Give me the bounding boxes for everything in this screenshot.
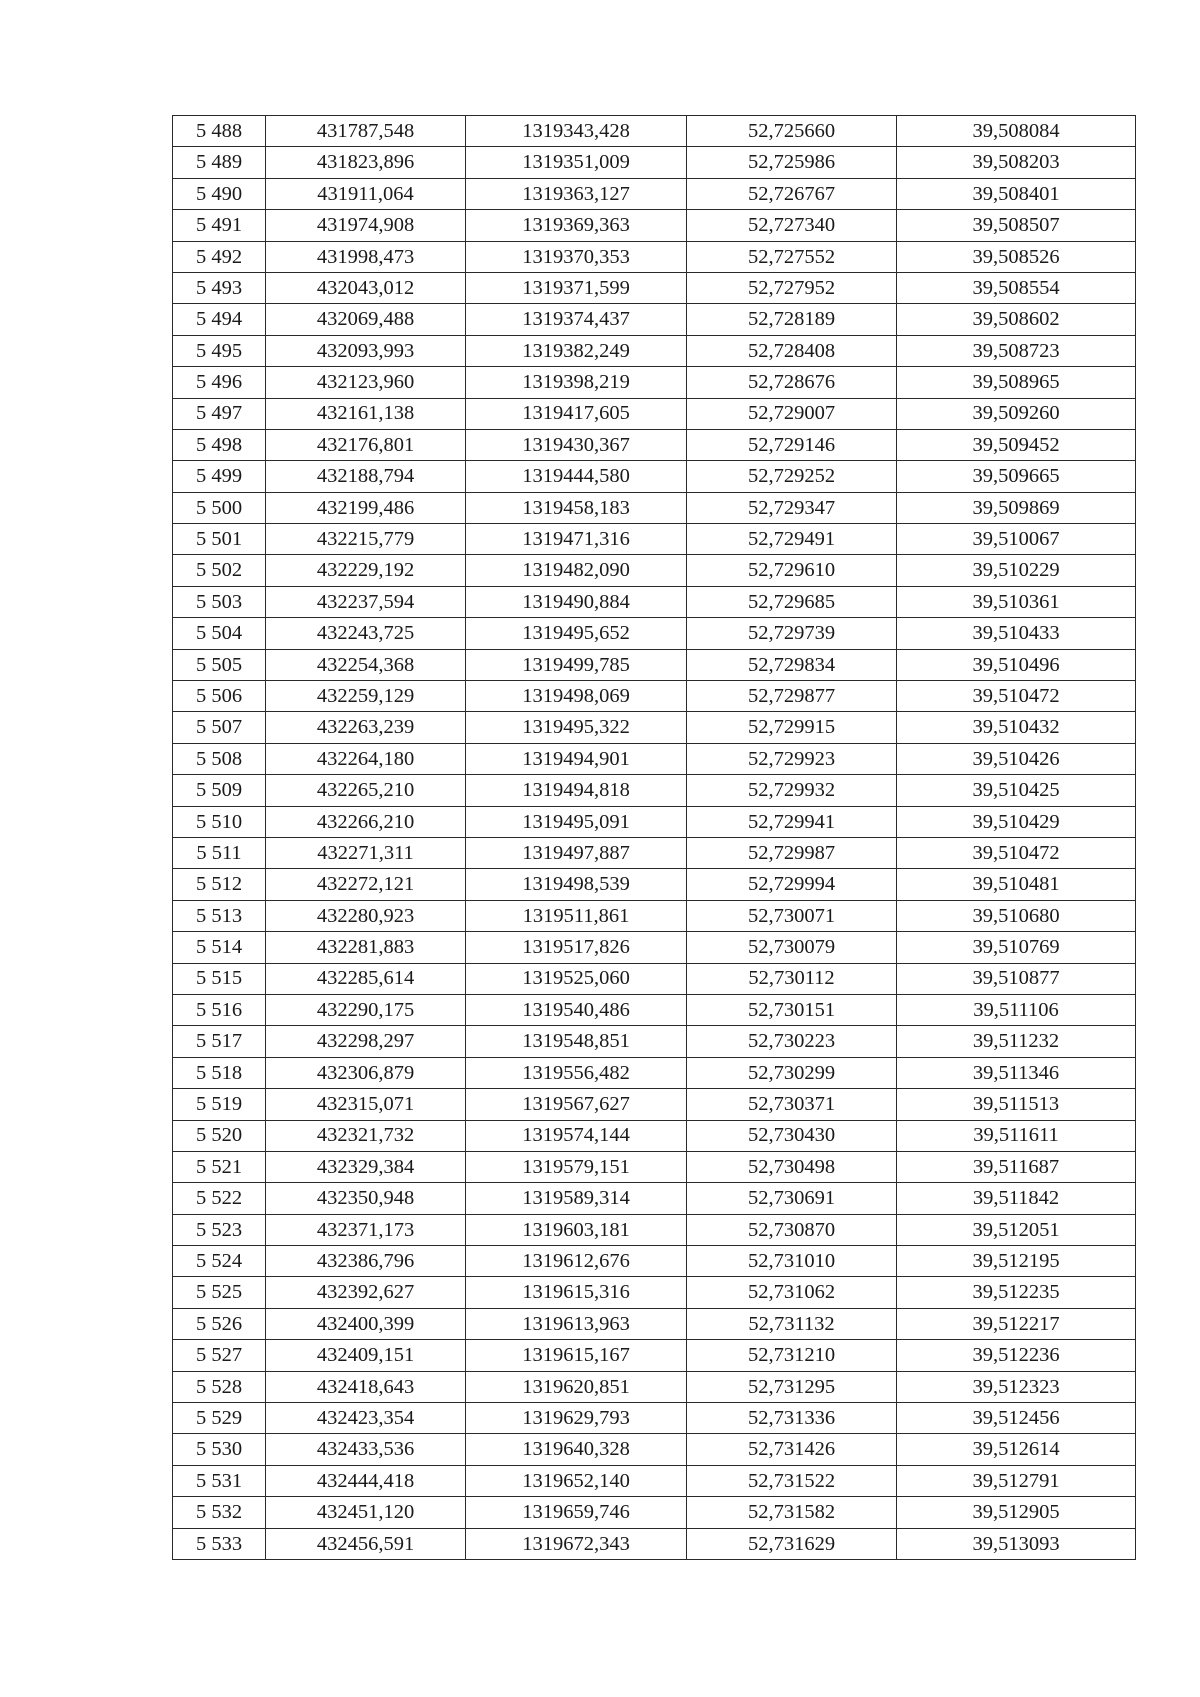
- longitude-cell: 39,512236: [897, 1340, 1136, 1371]
- point-number-cell: 5 533: [173, 1528, 266, 1559]
- y-coordinate-cell: 1319398,219: [466, 367, 687, 398]
- point-number-cell: 5 494: [173, 304, 266, 335]
- latitude-cell: 52,729685: [687, 586, 897, 617]
- x-coordinate-cell: 432386,796: [266, 1246, 466, 1277]
- point-number-cell: 5 509: [173, 775, 266, 806]
- x-coordinate-cell: 432176,801: [266, 429, 466, 460]
- point-number-cell: 5 500: [173, 492, 266, 523]
- y-coordinate-cell: 1319499,785: [466, 649, 687, 680]
- longitude-cell: 39,512195: [897, 1246, 1136, 1277]
- longitude-cell: 39,511232: [897, 1026, 1136, 1057]
- y-coordinate-cell: 1319589,314: [466, 1183, 687, 1214]
- table-row: [173, 837, 1136, 868]
- longitude-cell: 39,510425: [897, 775, 1136, 806]
- table-row: [173, 1403, 1136, 1434]
- x-coordinate-cell: 432263,239: [266, 712, 466, 743]
- y-coordinate-cell: 1319640,328: [466, 1434, 687, 1465]
- latitude-cell: 52,731582: [687, 1497, 897, 1528]
- longitude-cell: 39,511842: [897, 1183, 1136, 1214]
- point-number-cell: 5 489: [173, 147, 266, 178]
- x-coordinate-cell: 432161,138: [266, 398, 466, 429]
- coordinates-table-body: [173, 116, 1136, 1560]
- point-number-cell: 5 522: [173, 1183, 266, 1214]
- longitude-cell: 39,511611: [897, 1120, 1136, 1151]
- point-number-cell: 5 505: [173, 649, 266, 680]
- x-coordinate-cell: 432418,643: [266, 1371, 466, 1402]
- x-coordinate-cell: 432290,175: [266, 994, 466, 1025]
- y-coordinate-cell: 1319672,343: [466, 1528, 687, 1559]
- table-row: [173, 429, 1136, 460]
- latitude-cell: 52,730071: [687, 900, 897, 931]
- longitude-cell: 39,511106: [897, 994, 1136, 1025]
- latitude-cell: 52,727552: [687, 241, 897, 272]
- x-coordinate-cell: 432265,210: [266, 775, 466, 806]
- x-coordinate-cell: 432043,012: [266, 272, 466, 303]
- point-number-cell: 5 527: [173, 1340, 266, 1371]
- longitude-cell: 39,512051: [897, 1214, 1136, 1245]
- longitude-cell: 39,510361: [897, 586, 1136, 617]
- latitude-cell: 52,729610: [687, 555, 897, 586]
- point-number-cell: 5 512: [173, 869, 266, 900]
- y-coordinate-cell: 1319370,353: [466, 241, 687, 272]
- x-coordinate-cell: 432272,121: [266, 869, 466, 900]
- y-coordinate-cell: 1319444,580: [466, 461, 687, 492]
- point-number-cell: 5 488: [173, 116, 266, 147]
- point-number-cell: 5 530: [173, 1434, 266, 1465]
- longitude-cell: 39,510432: [897, 712, 1136, 743]
- x-coordinate-cell: 432280,923: [266, 900, 466, 931]
- table-row: [173, 743, 1136, 774]
- y-coordinate-cell: 1319612,676: [466, 1246, 687, 1277]
- latitude-cell: 52,731522: [687, 1465, 897, 1496]
- x-coordinate-cell: 432444,418: [266, 1465, 466, 1496]
- y-coordinate-cell: 1319613,963: [466, 1308, 687, 1339]
- longitude-cell: 39,508602: [897, 304, 1136, 335]
- point-number-cell: 5 502: [173, 555, 266, 586]
- x-coordinate-cell: 432271,311: [266, 837, 466, 868]
- point-number-cell: 5 528: [173, 1371, 266, 1402]
- latitude-cell: 52,729941: [687, 806, 897, 837]
- longitude-cell: 39,509665: [897, 461, 1136, 492]
- table-row: [173, 367, 1136, 398]
- x-coordinate-cell: 432093,993: [266, 335, 466, 366]
- table-row: [173, 900, 1136, 931]
- table-row: [173, 1057, 1136, 1088]
- x-coordinate-cell: 432371,173: [266, 1214, 466, 1245]
- x-coordinate-cell: 432281,883: [266, 932, 466, 963]
- latitude-cell: 52,729491: [687, 524, 897, 555]
- longitude-cell: 39,508401: [897, 178, 1136, 209]
- point-number-cell: 5 498: [173, 429, 266, 460]
- latitude-cell: 52,729834: [687, 649, 897, 680]
- x-coordinate-cell: 432433,536: [266, 1434, 466, 1465]
- y-coordinate-cell: 1319494,901: [466, 743, 687, 774]
- x-coordinate-cell: 432069,488: [266, 304, 466, 335]
- latitude-cell: 52,728676: [687, 367, 897, 398]
- y-coordinate-cell: 1319525,060: [466, 963, 687, 994]
- longitude-cell: 39,508723: [897, 335, 1136, 366]
- y-coordinate-cell: 1319517,826: [466, 932, 687, 963]
- point-number-cell: 5 521: [173, 1151, 266, 1182]
- x-coordinate-cell: 432254,368: [266, 649, 466, 680]
- x-coordinate-cell: 432321,732: [266, 1120, 466, 1151]
- longitude-cell: 39,510433: [897, 618, 1136, 649]
- point-number-cell: 5 524: [173, 1246, 266, 1277]
- table-row: [173, 335, 1136, 366]
- latitude-cell: 52,731295: [687, 1371, 897, 1402]
- point-number-cell: 5 507: [173, 712, 266, 743]
- table-row: [173, 492, 1136, 523]
- y-coordinate-cell: 1319363,127: [466, 178, 687, 209]
- y-coordinate-cell: 1319369,363: [466, 210, 687, 241]
- longitude-cell: 39,508526: [897, 241, 1136, 272]
- latitude-cell: 52,730430: [687, 1120, 897, 1151]
- longitude-cell: 39,510426: [897, 743, 1136, 774]
- latitude-cell: 52,730223: [687, 1026, 897, 1057]
- longitude-cell: 39,509869: [897, 492, 1136, 523]
- table-row: [173, 1434, 1136, 1465]
- table-row: [173, 1371, 1136, 1402]
- point-number-cell: 5 491: [173, 210, 266, 241]
- latitude-cell: 52,730151: [687, 994, 897, 1025]
- x-coordinate-cell: 432350,948: [266, 1183, 466, 1214]
- x-coordinate-cell: 432285,614: [266, 963, 466, 994]
- table-row: [173, 806, 1136, 837]
- table-row: [173, 1340, 1136, 1371]
- y-coordinate-cell: 1319430,367: [466, 429, 687, 460]
- table-row: [173, 1246, 1136, 1277]
- table-row: [173, 398, 1136, 429]
- point-number-cell: 5 490: [173, 178, 266, 209]
- y-coordinate-cell: 1319629,793: [466, 1403, 687, 1434]
- table-row: [173, 272, 1136, 303]
- latitude-cell: 52,728189: [687, 304, 897, 335]
- longitude-cell: 39,512905: [897, 1497, 1136, 1528]
- y-coordinate-cell: 1319574,144: [466, 1120, 687, 1151]
- x-coordinate-cell: 431974,908: [266, 210, 466, 241]
- table-row: [173, 649, 1136, 680]
- y-coordinate-cell: 1319351,009: [466, 147, 687, 178]
- latitude-cell: 52,729915: [687, 712, 897, 743]
- table-row: [173, 461, 1136, 492]
- x-coordinate-cell: 431787,548: [266, 116, 466, 147]
- point-number-cell: 5 504: [173, 618, 266, 649]
- y-coordinate-cell: 1319620,851: [466, 1371, 687, 1402]
- point-number-cell: 5 513: [173, 900, 266, 931]
- table-row: [173, 555, 1136, 586]
- y-coordinate-cell: 1319458,183: [466, 492, 687, 523]
- point-number-cell: 5 511: [173, 837, 266, 868]
- point-number-cell: 5 508: [173, 743, 266, 774]
- x-coordinate-cell: 432298,297: [266, 1026, 466, 1057]
- table-row: [173, 1151, 1136, 1182]
- y-coordinate-cell: 1319615,316: [466, 1277, 687, 1308]
- longitude-cell: 39,512791: [897, 1465, 1136, 1496]
- table-row: [173, 1528, 1136, 1559]
- latitude-cell: 52,731629: [687, 1528, 897, 1559]
- table-row: [173, 524, 1136, 555]
- x-coordinate-cell: 432199,486: [266, 492, 466, 523]
- point-number-cell: 5 519: [173, 1089, 266, 1120]
- point-number-cell: 5 506: [173, 681, 266, 712]
- x-coordinate-cell: 432306,879: [266, 1057, 466, 1088]
- x-coordinate-cell: 432266,210: [266, 806, 466, 837]
- point-number-cell: 5 514: [173, 932, 266, 963]
- latitude-cell: 52,729877: [687, 681, 897, 712]
- table-row: [173, 1026, 1136, 1057]
- y-coordinate-cell: 1319548,851: [466, 1026, 687, 1057]
- latitude-cell: 52,727340: [687, 210, 897, 241]
- longitude-cell: 39,510680: [897, 900, 1136, 931]
- latitude-cell: 52,729923: [687, 743, 897, 774]
- y-coordinate-cell: 1319495,652: [466, 618, 687, 649]
- longitude-cell: 39,508554: [897, 272, 1136, 303]
- longitude-cell: 39,510429: [897, 806, 1136, 837]
- latitude-cell: 52,729252: [687, 461, 897, 492]
- longitude-cell: 39,511346: [897, 1057, 1136, 1088]
- x-coordinate-cell: 432392,627: [266, 1277, 466, 1308]
- longitude-cell: 39,512217: [897, 1308, 1136, 1339]
- table-row: [173, 869, 1136, 900]
- x-coordinate-cell: 432237,594: [266, 586, 466, 617]
- latitude-cell: 52,725986: [687, 147, 897, 178]
- table-row: [173, 681, 1136, 712]
- table-row: [173, 712, 1136, 743]
- table-row: [173, 1465, 1136, 1496]
- point-number-cell: 5 529: [173, 1403, 266, 1434]
- latitude-cell: 52,729146: [687, 429, 897, 460]
- latitude-cell: 52,731132: [687, 1308, 897, 1339]
- y-coordinate-cell: 1319498,069: [466, 681, 687, 712]
- x-coordinate-cell: 432409,151: [266, 1340, 466, 1371]
- latitude-cell: 52,731426: [687, 1434, 897, 1465]
- x-coordinate-cell: 432451,120: [266, 1497, 466, 1528]
- y-coordinate-cell: 1319495,091: [466, 806, 687, 837]
- x-coordinate-cell: 432400,399: [266, 1308, 466, 1339]
- longitude-cell: 39,510769: [897, 932, 1136, 963]
- table-row: [173, 994, 1136, 1025]
- table-row: [173, 1308, 1136, 1339]
- y-coordinate-cell: 1319567,627: [466, 1089, 687, 1120]
- point-number-cell: 5 515: [173, 963, 266, 994]
- point-number-cell: 5 516: [173, 994, 266, 1025]
- point-number-cell: 5 493: [173, 272, 266, 303]
- longitude-cell: 39,509452: [897, 429, 1136, 460]
- point-number-cell: 5 525: [173, 1277, 266, 1308]
- x-coordinate-cell: 432423,354: [266, 1403, 466, 1434]
- longitude-cell: 39,512614: [897, 1434, 1136, 1465]
- longitude-cell: 39,510472: [897, 837, 1136, 868]
- longitude-cell: 39,509260: [897, 398, 1136, 429]
- y-coordinate-cell: 1319343,428: [466, 116, 687, 147]
- table-row: [173, 178, 1136, 209]
- table-row: [173, 116, 1136, 147]
- y-coordinate-cell: 1319556,482: [466, 1057, 687, 1088]
- y-coordinate-cell: 1319482,090: [466, 555, 687, 586]
- longitude-cell: 39,510877: [897, 963, 1136, 994]
- y-coordinate-cell: 1319495,322: [466, 712, 687, 743]
- table-row: [173, 586, 1136, 617]
- y-coordinate-cell: 1319652,140: [466, 1465, 687, 1496]
- y-coordinate-cell: 1319498,539: [466, 869, 687, 900]
- latitude-cell: 52,731210: [687, 1340, 897, 1371]
- latitude-cell: 52,729347: [687, 492, 897, 523]
- latitude-cell: 52,730371: [687, 1089, 897, 1120]
- longitude-cell: 39,512456: [897, 1403, 1136, 1434]
- table-row: [173, 1183, 1136, 1214]
- x-coordinate-cell: 431911,064: [266, 178, 466, 209]
- longitude-cell: 39,508507: [897, 210, 1136, 241]
- x-coordinate-cell: 432456,591: [266, 1528, 466, 1559]
- latitude-cell: 52,730079: [687, 932, 897, 963]
- y-coordinate-cell: 1319511,861: [466, 900, 687, 931]
- latitude-cell: 52,730299: [687, 1057, 897, 1088]
- latitude-cell: 52,731062: [687, 1277, 897, 1308]
- x-coordinate-cell: 432243,725: [266, 618, 466, 649]
- y-coordinate-cell: 1319374,437: [466, 304, 687, 335]
- x-coordinate-cell: 432264,180: [266, 743, 466, 774]
- x-coordinate-cell: 432188,794: [266, 461, 466, 492]
- point-number-cell: 5 531: [173, 1465, 266, 1496]
- table-row: [173, 1497, 1136, 1528]
- longitude-cell: 39,511687: [897, 1151, 1136, 1182]
- point-number-cell: 5 510: [173, 806, 266, 837]
- y-coordinate-cell: 1319471,316: [466, 524, 687, 555]
- x-coordinate-cell: 432315,071: [266, 1089, 466, 1120]
- coordinates-table: [172, 115, 1136, 1560]
- y-coordinate-cell: 1319382,249: [466, 335, 687, 366]
- longitude-cell: 39,510229: [897, 555, 1136, 586]
- x-coordinate-cell: 431998,473: [266, 241, 466, 272]
- x-coordinate-cell: 431823,896: [266, 147, 466, 178]
- point-number-cell: 5 496: [173, 367, 266, 398]
- table-row: [173, 618, 1136, 649]
- latitude-cell: 52,726767: [687, 178, 897, 209]
- y-coordinate-cell: 1319579,151: [466, 1151, 687, 1182]
- point-number-cell: 5 499: [173, 461, 266, 492]
- longitude-cell: 39,508084: [897, 116, 1136, 147]
- point-number-cell: 5 518: [173, 1057, 266, 1088]
- latitude-cell: 52,729739: [687, 618, 897, 649]
- y-coordinate-cell: 1319371,599: [466, 272, 687, 303]
- table-row: [173, 304, 1136, 335]
- table-row: [173, 775, 1136, 806]
- point-number-cell: 5 517: [173, 1026, 266, 1057]
- latitude-cell: 52,730691: [687, 1183, 897, 1214]
- longitude-cell: 39,512323: [897, 1371, 1136, 1402]
- y-coordinate-cell: 1319615,167: [466, 1340, 687, 1371]
- latitude-cell: 52,731010: [687, 1246, 897, 1277]
- y-coordinate-cell: 1319417,605: [466, 398, 687, 429]
- latitude-cell: 52,728408: [687, 335, 897, 366]
- table-row: [173, 932, 1136, 963]
- point-number-cell: 5 526: [173, 1308, 266, 1339]
- point-number-cell: 5 503: [173, 586, 266, 617]
- latitude-cell: 52,730112: [687, 963, 897, 994]
- table-row: [173, 963, 1136, 994]
- table-row: [173, 1089, 1136, 1120]
- point-number-cell: 5 532: [173, 1497, 266, 1528]
- x-coordinate-cell: 432259,129: [266, 681, 466, 712]
- table-row: [173, 1120, 1136, 1151]
- x-coordinate-cell: 432229,192: [266, 555, 466, 586]
- latitude-cell: 52,731336: [687, 1403, 897, 1434]
- table-row: [173, 147, 1136, 178]
- longitude-cell: 39,508965: [897, 367, 1136, 398]
- table-row: [173, 1214, 1136, 1245]
- longitude-cell: 39,511513: [897, 1089, 1136, 1120]
- point-number-cell: 5 523: [173, 1214, 266, 1245]
- table-row: [173, 1277, 1136, 1308]
- latitude-cell: 52,727952: [687, 272, 897, 303]
- y-coordinate-cell: 1319494,818: [466, 775, 687, 806]
- y-coordinate-cell: 1319497,887: [466, 837, 687, 868]
- point-number-cell: 5 501: [173, 524, 266, 555]
- y-coordinate-cell: 1319659,746: [466, 1497, 687, 1528]
- point-number-cell: 5 497: [173, 398, 266, 429]
- point-number-cell: 5 520: [173, 1120, 266, 1151]
- latitude-cell: 52,725660: [687, 116, 897, 147]
- longitude-cell: 39,510481: [897, 869, 1136, 900]
- longitude-cell: 39,508203: [897, 147, 1136, 178]
- latitude-cell: 52,730870: [687, 1214, 897, 1245]
- point-number-cell: 5 495: [173, 335, 266, 366]
- longitude-cell: 39,510472: [897, 681, 1136, 712]
- longitude-cell: 39,512235: [897, 1277, 1136, 1308]
- x-coordinate-cell: 432215,779: [266, 524, 466, 555]
- longitude-cell: 39,510496: [897, 649, 1136, 680]
- latitude-cell: 52,729007: [687, 398, 897, 429]
- table-row: [173, 210, 1136, 241]
- latitude-cell: 52,729987: [687, 837, 897, 868]
- y-coordinate-cell: 1319540,486: [466, 994, 687, 1025]
- longitude-cell: 39,513093: [897, 1528, 1136, 1559]
- table-row: [173, 241, 1136, 272]
- point-number-cell: 5 492: [173, 241, 266, 272]
- y-coordinate-cell: 1319603,181: [466, 1214, 687, 1245]
- x-coordinate-cell: 432123,960: [266, 367, 466, 398]
- latitude-cell: 52,729932: [687, 775, 897, 806]
- x-coordinate-cell: 432329,384: [266, 1151, 466, 1182]
- latitude-cell: 52,730498: [687, 1151, 897, 1182]
- latitude-cell: 52,729994: [687, 869, 897, 900]
- y-coordinate-cell: 1319490,884: [466, 586, 687, 617]
- longitude-cell: 39,510067: [897, 524, 1136, 555]
